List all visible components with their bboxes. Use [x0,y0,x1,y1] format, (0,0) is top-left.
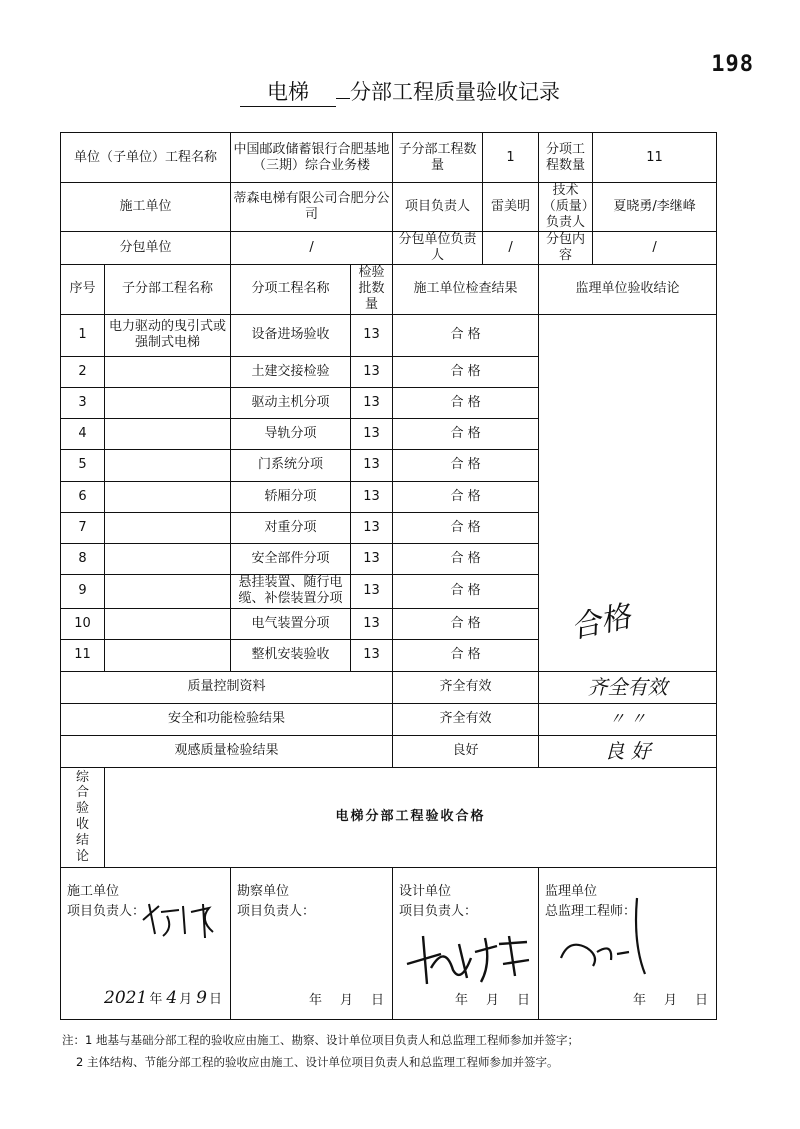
row-item-name: 驱动主机分项 [231,387,351,418]
row-no: 2 [61,356,105,387]
title-underline [336,98,350,99]
footnotes [62,1030,579,1074]
row-item-name: 门系统分项 [231,449,351,481]
row-sub-name [105,543,231,574]
row-sub-name [105,418,231,449]
sig-role: 总监理工程师： [545,904,637,920]
sig-role: 项目负责人： [399,904,478,920]
row-no: 6 [61,481,105,512]
signature-survey: 勘察单位 项目负责人： 年 月 日 [231,867,393,1019]
row-result: 合 格 [393,356,539,387]
row-no: 8 [61,543,105,574]
row-item-name: 安全部件分项 [231,543,351,574]
safety-function-result: 齐全有效 [393,703,539,735]
sig-role: 项目负责人： [237,904,316,920]
tech-value: 夏晓勇/李继峰 [593,183,717,232]
row-sub-name: 电力驱动的曳引式或强制式电梯 [105,314,231,356]
footnote-2: 2 主体结构、节能分部工程的验收应由施工、设计单位项目负责人和总监理工程师参加并签字。 [76,1054,559,1069]
safety-function-label: 安全和功能检验结果 [61,703,393,735]
row-no: 5 [61,449,105,481]
row-result: 合 格 [393,449,539,481]
design-signature-handwriting [401,924,535,990]
row-item-name: 整机安装验收 [231,639,351,671]
row-batch: 13 [351,314,393,356]
supervision-signature-handwriting: 合格 [567,598,634,646]
quality-control-result: 齐全有效 [393,671,539,703]
title-suffix: 分部工程质量验收记录 [350,80,560,104]
sig-unit: 勘察单位 [237,883,290,899]
sig-year-value: 2021 [104,987,148,1008]
row-item-name: 电气装置分项 [231,608,351,639]
row-item-name: 对重分项 [231,512,351,543]
appearance-result: 良好 [393,735,539,767]
row-no: 11 [61,639,105,671]
unit-label: 单位（子单位）工程名称 [61,133,231,183]
row-result: 合 格 [393,608,539,639]
row-result: 合 格 [393,543,539,574]
subcontract-label: 分包单位 [61,231,231,264]
acceptance-record-table [60,132,717,1020]
comprehensive-label [61,767,105,867]
footnote-1: 注：1 地基与基础分部工程的验收应由施工、勘察、设计单位项目负责人和总监理工程师参加并签字； [62,1033,579,1047]
row-item-name: 导轨分项 [231,418,351,449]
sig-month-value: 4 [166,987,178,1008]
row-result: 合 格 [393,387,539,418]
row-batch: 13 [351,387,393,418]
pm-label: 项目负责人 [393,183,483,232]
supervision-conclusion-cell [539,314,717,671]
signature-design: 设计单位 项目负责人： 年 月 日 [393,867,539,1019]
row-item-name: 轿厢分项 [231,481,351,512]
sig-day-value: 9 [196,987,207,1008]
row-sub-name [105,574,231,608]
col-sub-name: 子分部工程名称 [105,264,231,314]
sub-count-value: 1 [483,133,539,183]
pm-value: 雷美明 [483,183,539,232]
row-sub-name [105,356,231,387]
row-no: 1 [61,314,105,356]
row-no: 9 [61,574,105,608]
row-no: 4 [61,418,105,449]
contractor-signature-handwriting [139,898,223,940]
page-title [0,76,800,107]
row-sub-name [105,449,231,481]
item-count-label: 分项工程数量 [539,133,593,183]
row-no: 10 [61,608,105,639]
signature-contractor: 施工单位 项目负责人： 2021 年 4 月 9 日 [61,867,231,1019]
page-number: 198 [711,52,754,77]
table-row [61,314,717,356]
row-batch: 13 [351,418,393,449]
row-result: 合 格 [393,314,539,356]
row-sub-name [105,481,231,512]
row-sub-name [105,639,231,671]
item-count-value: 11 [593,133,717,183]
row-sub-name [105,387,231,418]
row-batch: 13 [351,449,393,481]
comprehensive-label-text: 综合验收结论 [75,769,89,864]
sig-unit: 设计单位 [399,883,452,899]
row-no: 3 [61,387,105,418]
sig-unit: 监理单位 [545,883,598,899]
row-sub-name [105,608,231,639]
comprehensive-conclusion: 电梯分部工程验收合格 [105,767,717,867]
sig-unit: 施工单位 [67,883,120,899]
sub-content-label: 分包内容 [539,231,593,264]
row-batch: 13 [351,356,393,387]
sub-pm-label: 分包单位负责人 [393,231,483,264]
sub-count-label: 子分部工程数量 [393,133,483,183]
subcontract-value: / [231,231,393,264]
col-batch: 检验批数量 [351,264,393,314]
safety-function-supervision: 〃 〃 [539,703,717,735]
tech-label: 技术（质量）负责人 [539,183,593,232]
row-sub-name [105,512,231,543]
row-item-name: 悬挂装置、随行电缆、补偿装置分项 [231,574,351,608]
row-no: 7 [61,512,105,543]
quality-control-label: 质量控制资料 [61,671,393,703]
sig-role: 项目负责人： [67,904,146,920]
row-batch: 13 [351,512,393,543]
appearance-label: 观感质量检验结果 [61,735,393,767]
unit-value: 中国邮政储蓄银行合肥基地（三期）综合业务楼 [231,133,393,183]
row-result: 合 格 [393,639,539,671]
row-batch: 13 [351,543,393,574]
row-item-name: 土建交接检验 [231,356,351,387]
row-result: 合 格 [393,574,539,608]
supervisor-signature-handwriting [553,894,663,978]
row-batch: 13 [351,608,393,639]
contractor-label: 施工单位 [61,183,231,232]
sub-content-value: / [593,231,717,264]
sub-pm-value: / [483,231,539,264]
row-batch: 13 [351,574,393,608]
appearance-supervision: 良 好 [539,735,717,767]
contractor-value: 蒂森电梯有限公司合肥分公司 [231,183,393,232]
row-result: 合 格 [393,481,539,512]
col-supervision: 监理单位验收结论 [539,264,717,314]
signature-supervision: 监理单位 总监理工程师： 年 月 日 [539,867,717,1019]
col-no: 序号 [61,264,105,314]
row-batch: 13 [351,639,393,671]
quality-control-supervision: 齐全有效 [539,671,717,703]
row-result: 合 格 [393,512,539,543]
row-result: 合 格 [393,418,539,449]
title-subject: 电梯 [240,76,336,107]
row-batch: 13 [351,481,393,512]
col-item-name: 分项工程名称 [231,264,351,314]
col-check: 施工单位检查结果 [393,264,539,314]
row-item-name: 设备进场验收 [231,314,351,356]
